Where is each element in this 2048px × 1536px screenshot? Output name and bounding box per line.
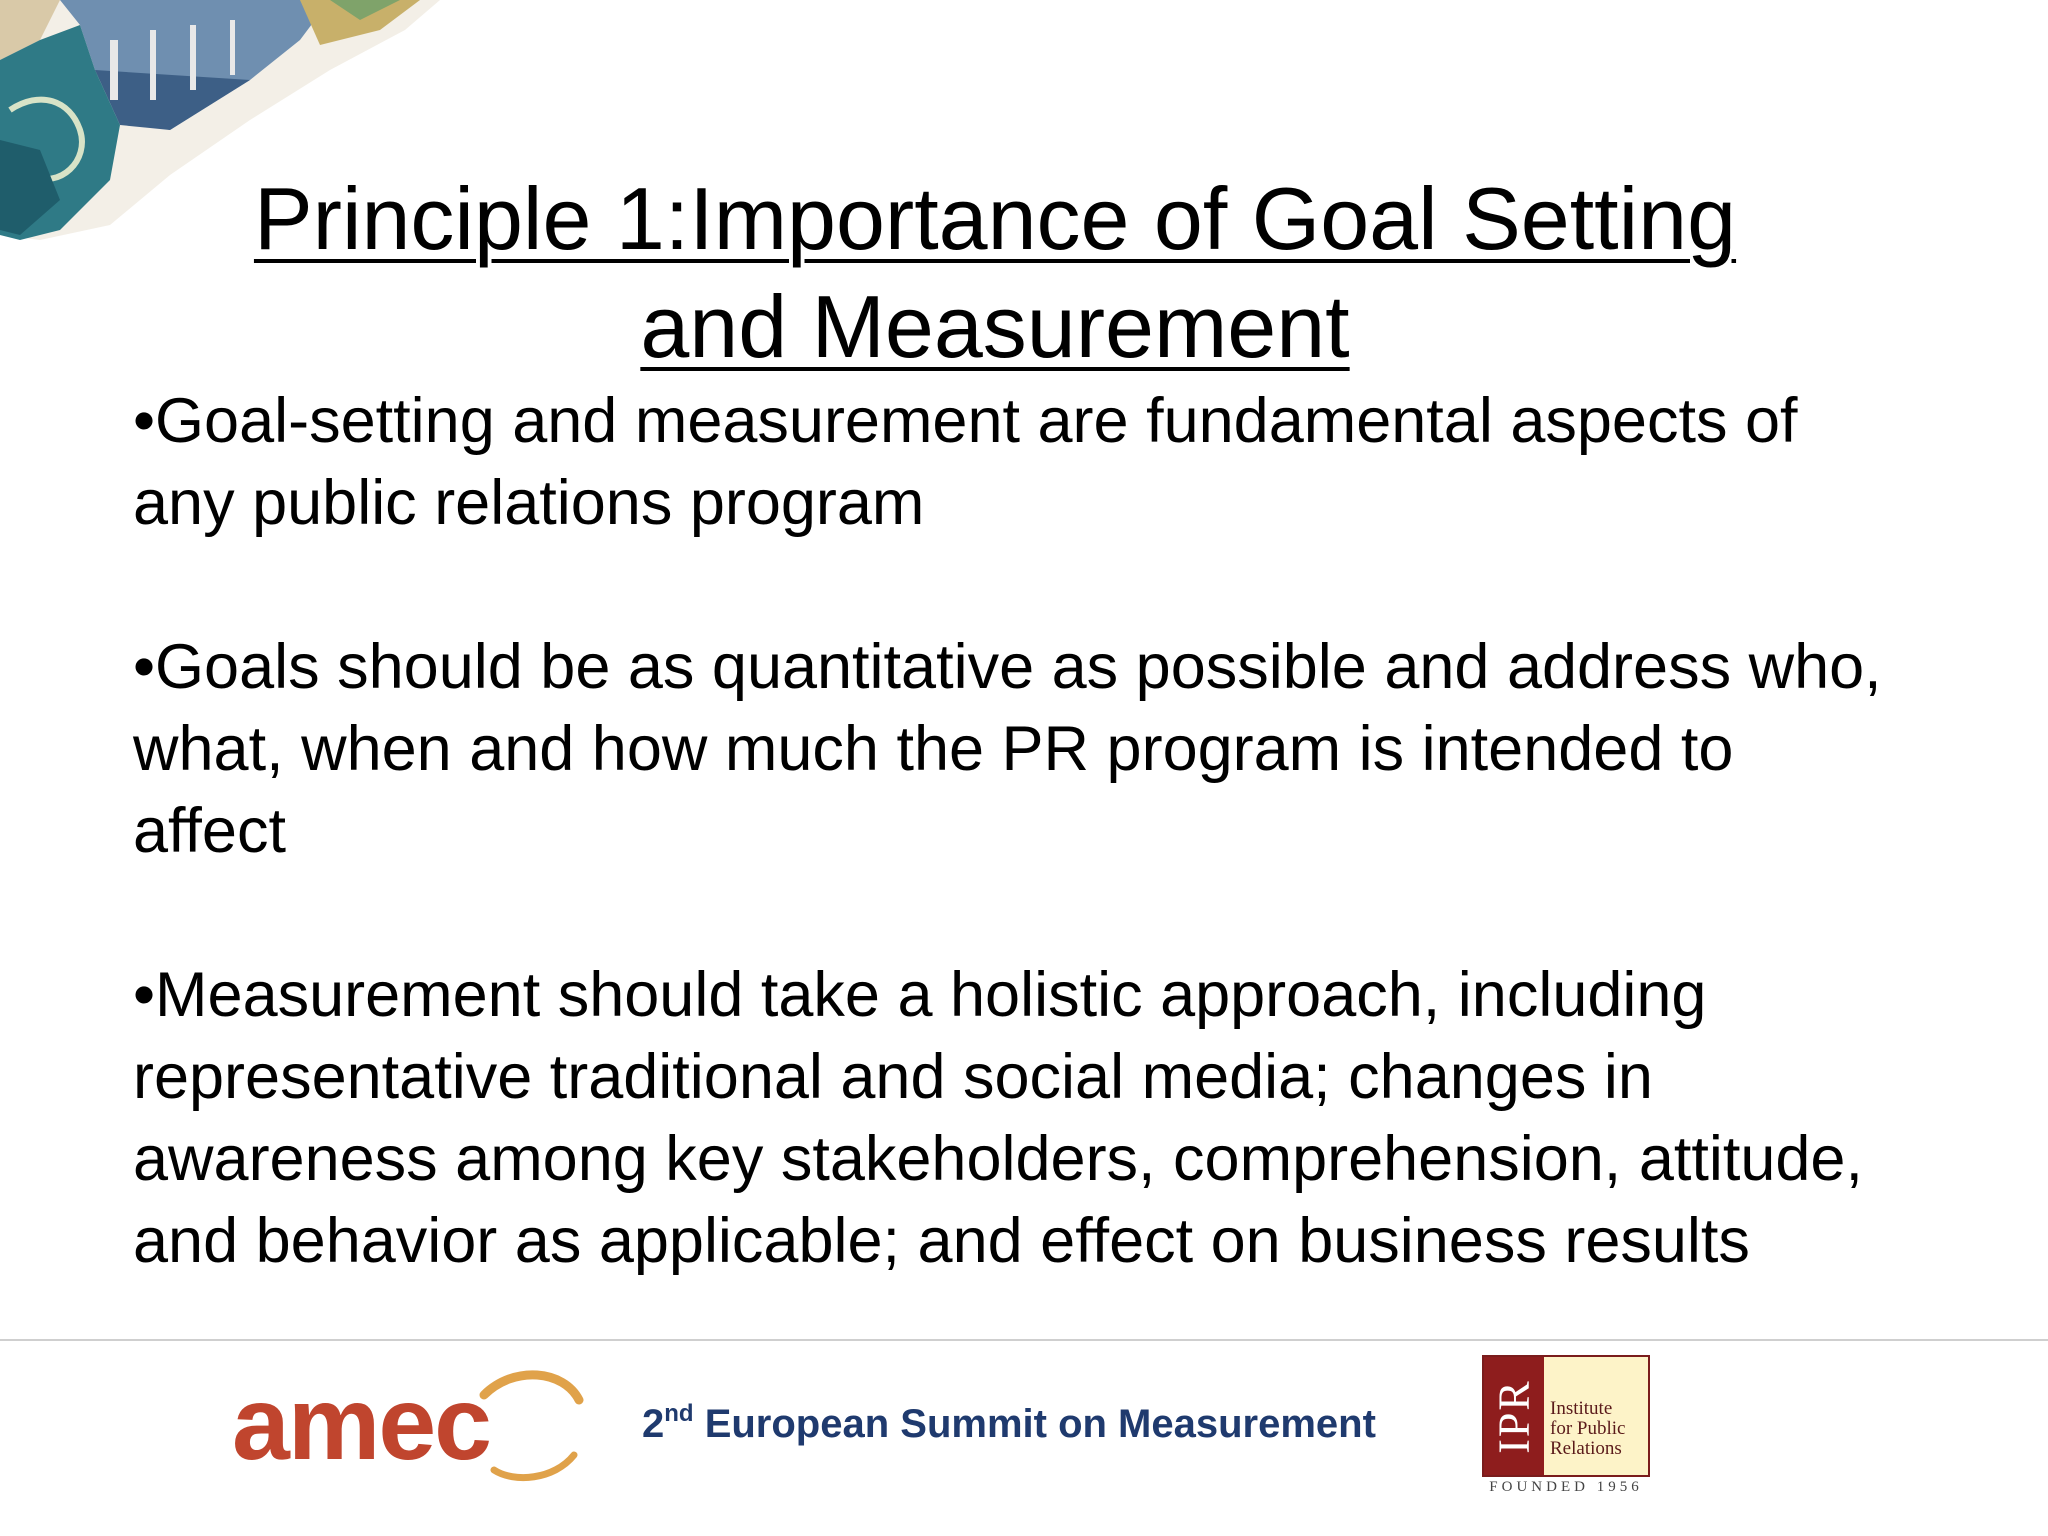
summit-name	[642, 1399, 1376, 1449]
slide-title-line-2: and Measurement	[640, 277, 1350, 376]
amec-logo	[232, 1366, 602, 1489]
slide-title-line-1: Principle 1:Importance of Goal Setting	[253, 169, 1737, 268]
bullet-item: •Goals should be as quantitative as possible and address who, what, when and how much the PR program is intended to affect	[133, 632, 1882, 866]
summit-ordinal: 2	[642, 1402, 665, 1446]
ipr-monogram: IPR	[1484, 1357, 1544, 1475]
ipr-logo	[1482, 1355, 1648, 1497]
bullet-list	[133, 380, 1883, 1282]
footer-bar	[0, 1341, 2048, 1536]
amec-swoosh-icon	[464, 1365, 594, 1485]
ipr-logo-box	[1482, 1355, 1650, 1477]
amec-logo-text: amec	[232, 1366, 490, 1482]
summit-ordinal-suffix: nd	[664, 1400, 694, 1427]
slide-title	[150, 165, 1840, 381]
ipr-name: Institute for Public Relations	[1550, 1398, 1626, 1459]
summit-text: European Summit on Measurement	[693, 1402, 1376, 1446]
bullet-item: •Goal-setting and measurement are fundamental aspects of any public relations program	[133, 386, 1798, 538]
ipr-founded-text: FOUNDED 1956	[1489, 1479, 1643, 1495]
bullet-item: •Measurement should take a holistic approach, including representative traditional and social media; changes in awareness among key stakeholders, comprehension, attitude, and behavior as applicable; and effect on business results	[133, 960, 1863, 1276]
